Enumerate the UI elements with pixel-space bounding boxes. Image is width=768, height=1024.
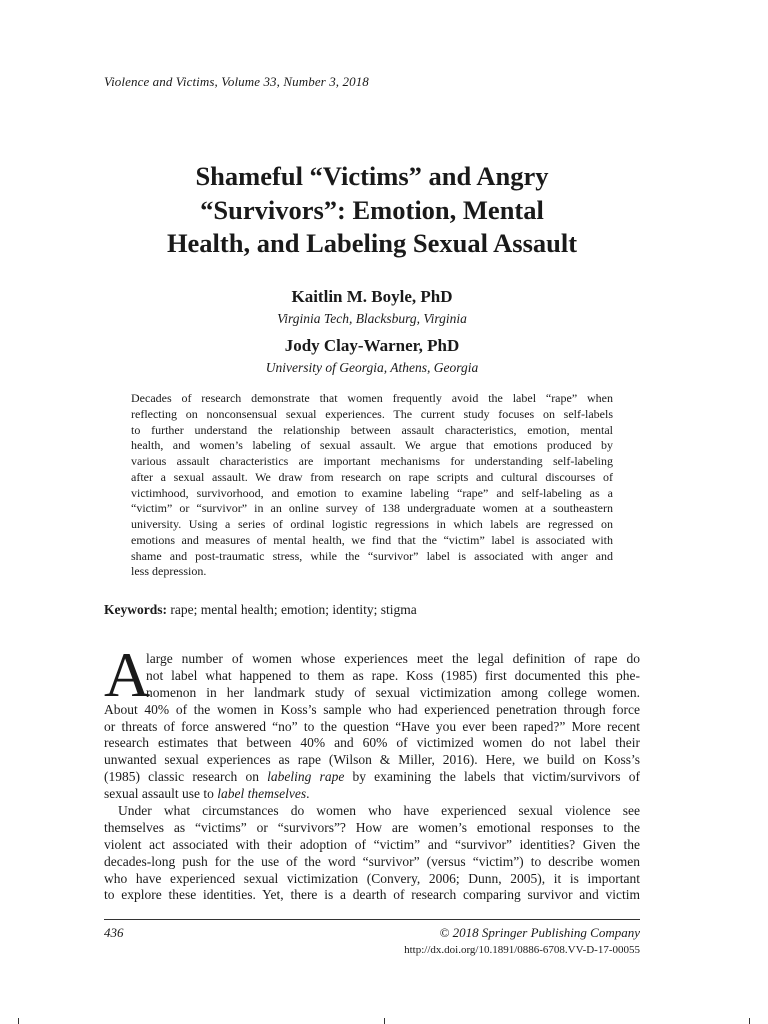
body-line: themselves as “victims” or “survivors”? How are women’s emotional responses to the — [104, 819, 640, 835]
abstract-line: shame and post-traumatic stress, while the “survivor” label is associated with anger and — [131, 548, 613, 563]
body-line: unwanted sexual experiences as rape (Wilson & Miller, 2016). Here, we build on Koss’s — [104, 752, 640, 768]
abstract-line: health, and women’s labeling of sexual assault. We argue that emotions produced by — [131, 438, 613, 453]
author-affiliation: Virginia Tech, Blacksburg, Virginia — [277, 311, 467, 326]
drop-cap: A — [104, 639, 151, 710]
body-line: About 40% of the women in Koss’s sample who had experienced penetration through force — [104, 701, 640, 717]
body-line — [104, 769, 640, 786]
body-line: to explore these identities. Yet, there is a dearth of research comparing survivor and victim — [104, 887, 640, 903]
page-number: 436 — [104, 925, 124, 940]
body-line: who have experienced sexual victimization (Convery, 2006; Dunn, 2005), it is important — [104, 870, 640, 886]
body-text-run: (1985) classic research on — [104, 769, 268, 785]
keywords-label: Keywords: — [104, 602, 167, 617]
abstract-line: after a sexual assault. We draw from research on rape scripts and cultural discourses of — [131, 469, 613, 484]
author-name: Jody Clay-Warner, PhD — [284, 336, 460, 355]
crop-mark — [384, 1018, 385, 1024]
abstract-line: reflecting on nonconsensual sexual experiences. The current study focuses on self-labels — [131, 406, 613, 421]
journal-citation: Violence and Victims, Volume 33, Number 3, 2018 — [104, 74, 369, 89]
body-line: research estimates that between 40% and 60% of victimized women do not label their — [104, 735, 640, 751]
doi-link[interactable]: http://dx.doi.org/10.1891/0886-6708.VV-D-17-00055 — [404, 944, 640, 956]
body-line: Under what circumstances do women who have experienced sexual violence see — [118, 803, 640, 819]
body-line: not label what happened to them as rape. Koss (1985) first documented this phe- — [146, 667, 640, 683]
abstract-line: less depression. — [131, 564, 207, 579]
body-text — [104, 651, 640, 904]
abstract-line: various assault characteristics are important mechanisms for understanding self-labeling — [131, 454, 613, 468]
body-text-run: by examining the labels that victim/survivors of — [344, 769, 640, 785]
abstract-line: emotions and measures of mental health, we find that the “victim” label is associated with — [131, 532, 613, 547]
author-affiliation: University of Georgia, Athens, Georgia — [265, 360, 479, 375]
body-line: large number of women whose experiences meet the legal definition of rape do — [146, 651, 640, 666]
body-text-emphasis: labeling rape — [267, 769, 345, 785]
article-title — [104, 160, 640, 261]
abstract — [131, 391, 613, 580]
abstract-line: “victim” or “survivor” in an online survey of 138 undergraduate women at a southeastern — [131, 501, 613, 516]
body-line — [104, 786, 640, 803]
title-line: Shameful “Victims” and Angry — [195, 161, 549, 191]
abstract-line: university. Using a series of ordinal logistic regressions in which labels are regressed on — [131, 517, 613, 531]
abstract-line: Decades of research demonstrate that women frequently avoid the label “rape” when — [131, 391, 613, 405]
body-line: decades-long push for the use of the word “survivor” (versus “victim”) to describe women — [104, 853, 640, 869]
crop-mark — [18, 1018, 19, 1024]
keywords — [104, 602, 417, 618]
title-line: Health, and Labeling Sexual Assault — [166, 228, 578, 258]
author-name: Kaitlin M. Boyle, PhD — [291, 287, 453, 306]
body-text-emphasis: label themselves — [217, 786, 307, 802]
body-text-run: . — [306, 786, 310, 802]
abstract-line: victimhood, survivorhood, and emotion to examine labeling “rape” and self-labeling as a — [131, 485, 613, 500]
body-line: nomenon in her landmark study of sexual victimization among college women. — [146, 684, 640, 700]
body-text-run: sexual assault use to — [104, 786, 218, 802]
keywords-list: rape; mental health; emotion; identity; stigma — [170, 602, 417, 617]
body-line: violent act associated with their adoption of “victim” and “survivor” identities? Given the — [104, 836, 640, 852]
title-line: “Survivors”: Emotion, Mental — [200, 194, 544, 225]
body-line: or threats of force answered “no” to the question “Have you ever been raped?” More recent — [104, 718, 640, 734]
crop-mark — [749, 1018, 750, 1024]
abstract-line: to further understand the relationship between assault characteristics, emotion, mental — [131, 422, 613, 437]
footer-rule — [104, 919, 640, 920]
copyright-notice: © 2018 Springer Publishing Company — [439, 925, 640, 940]
